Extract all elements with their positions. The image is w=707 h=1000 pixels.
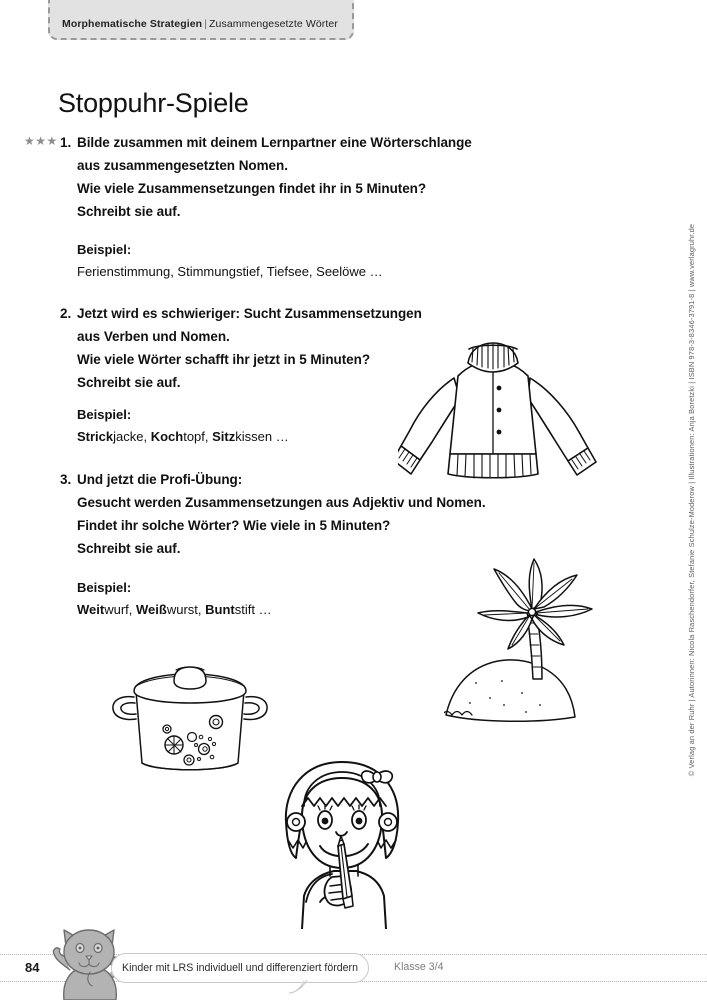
page-number: 84 [25,960,40,975]
task-2-line-4: Schreibt sie auf. [77,375,181,390]
task-3-line-4: Schreibt sie auf. [77,541,181,556]
task-1-text [77,131,584,223]
footer-series-bubble [111,953,369,983]
task-3-example-label: Beispiel: [77,580,132,595]
task-1-line-4: Schreibt sie auf. [77,204,181,219]
task-2-example-label: Beispiel: [77,407,132,422]
task-1-number: 1. [60,135,72,150]
footer-bubble-tail [287,980,311,994]
task-3-text [77,468,584,560]
task-2-line-1: Jetzt wird es schwieriger: Sucht Zusammensetzungen [77,306,422,321]
copyright-imprint-vertical: © Verlag an der Ruhr | Autorinnen: Nicola Raschendorfer, Stefanie Schulze-Moderow | Illustrationen: Anja Boretzki | ISBN 978-3-8346-3791-8 | www.verlagruhr.de [686,223,696,777]
header-topic-label: Zusammengesetzte Wörter [209,18,338,30]
header-category-label: Morphematische Strategien [62,18,203,30]
task-1-example-value: Ferienstimmung, Stimmungstief, Tiefsee, Seelöwe … [77,264,383,279]
task-2-line-3: Wie viele Wörter schafft ihr jetzt in 5 Minuten? [77,352,371,367]
task-3-example-value: Weitwurf, Weißwurst, Buntstift … [77,602,272,617]
task-2-difficulty-stars [24,302,60,303]
task-2-example-value: Strickjacke, Kochtopf, Sitzkissen … [77,429,289,444]
task-1-example [77,239,547,283]
palm-tree-island-illustration [444,557,609,727]
task-3-line-1: Und jetzt die Profi-Übung: [77,472,243,487]
header-separator: | [204,18,208,30]
task-2-line-2: aus Verben und Nomen. [77,329,230,344]
task-3-line-3: Findet ihr solche Wörter? Wie viele in 5 Minuten? [77,518,391,533]
girl-with-pencil-illustration [258,744,423,929]
cooking-pot-illustration [104,645,279,780]
task-1-example-label: Beispiel: [77,242,132,257]
task-1-line-3: Wie viele Zusammensetzungen findet ihr in 5 Minuten? [77,181,427,196]
task-2-number: 2. [60,306,72,321]
task-1 [24,131,584,223]
footer-grade-label: Klasse 3/4 [394,961,444,973]
page-title: Stoppuhr-Spiele [58,88,249,119]
task-3 [24,468,584,560]
task-3-number: 3. [60,472,72,487]
task-1-line-1: Bilde zusammen mit deinem Lernpartner eine Wörterschlange [77,135,472,150]
footer-series-title: Kinder mit LRS individuell und differenziert fördern [122,962,358,974]
task-3-difficulty-stars [24,468,60,469]
task-3-line-2: Gesucht werden Zusammensetzungen aus Adjektiv und Nomen. [77,495,486,510]
task-1-difficulty-stars: ★★★ [24,134,58,148]
knit-jacket-illustration [398,336,598,481]
header-tab-text [62,18,338,30]
task-1-line-2: aus zusammengesetzten Nomen. [77,158,288,173]
header-category-tab [48,0,354,40]
